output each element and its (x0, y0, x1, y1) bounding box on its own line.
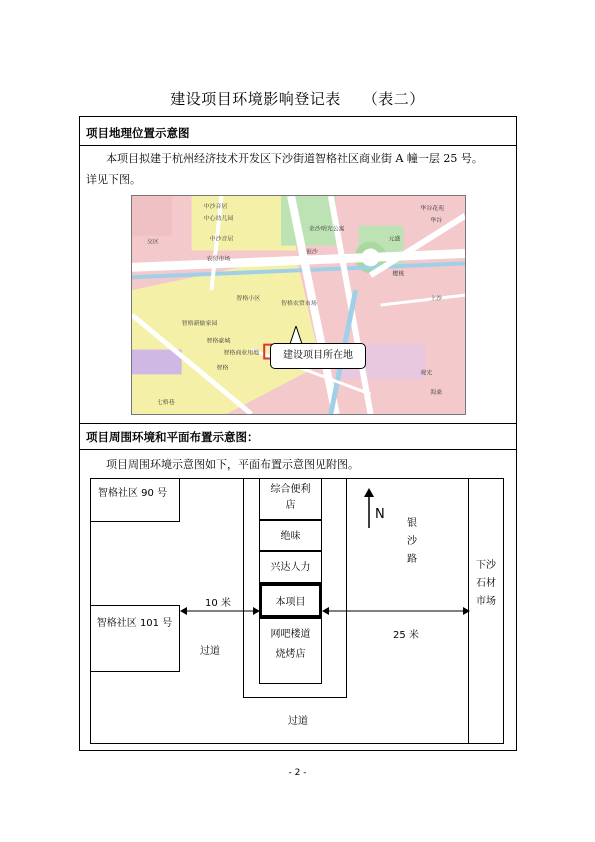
shop-xingda-hr (259, 551, 322, 583)
map-label: 智格新愉家园 (181, 319, 218, 327)
shop-convenience-label-line2: 店 (285, 500, 296, 511)
shop-xingda-label: 兴达人力 (270, 562, 311, 573)
shop-internet-cafe-label: 网吧楼道 (270, 629, 311, 640)
table-subtitle: （表二） (362, 90, 425, 108)
shop-juewei (259, 520, 322, 551)
map-label: 智格 (216, 364, 229, 372)
map-label: 观光 (420, 369, 433, 377)
map-label: 智格农贸市场 (281, 300, 317, 307)
distance-east-label: 25 米 (393, 630, 419, 641)
map-label: 智格商业用地 (223, 349, 260, 357)
distance-west-label: 10 米 (205, 598, 231, 609)
road-label-yinsha (405, 515, 419, 569)
map-label: 海桑 (430, 389, 443, 397)
market-line: 石材 (476, 578, 496, 589)
north-label: N (375, 507, 385, 522)
map-label: 中沙音居 (209, 235, 234, 243)
passage-label-left: 过道 (200, 646, 220, 657)
section1-heading: 项目地理位置示意图 (86, 126, 190, 140)
passage-label-bottom: 过道 (288, 716, 308, 727)
section1-divider (79, 145, 517, 146)
building-zhige-101-label: 智格社区 101 号 (96, 618, 173, 629)
map-graphic (132, 196, 465, 414)
market-line: 市场 (476, 596, 496, 607)
map-label: 上沙 (430, 295, 443, 303)
page-title (0, 88, 595, 109)
map-label: 金沙明光公寓 (308, 225, 345, 233)
section2-heading: 项目周围环境和平面布置示意图： (86, 430, 259, 444)
stone-market (468, 478, 504, 744)
map-label: 农贸市场 (206, 255, 231, 263)
shop-convenience-store (259, 478, 322, 520)
map-label: 中沙音居 (203, 202, 228, 210)
shop-internet-bbq (259, 618, 322, 684)
north-arrow-icon (363, 488, 375, 528)
building-zhige-90-label: 智格社区 90 号 (98, 488, 168, 499)
map-label: 交区 (146, 238, 159, 246)
distance-arrow-east (322, 605, 470, 617)
this-project-unit (259, 583, 322, 618)
map-label: 智格豪城 (206, 337, 231, 345)
this-project-label: 本项目 (275, 597, 306, 608)
map-label: 元盛 (388, 235, 401, 243)
location-text-line1: 本项目拟建于杭州经济技术开发区下沙街道智格社区商业街 A 幢一层 25 号。 (106, 152, 483, 165)
shop-juewei-label: 绝味 (280, 531, 301, 542)
map-label: 中心幼儿园 (203, 214, 234, 222)
table-title: 建设项目环境影响登记表 (170, 90, 341, 108)
surroundings-text: 项目周围环境示意图如下，平面布置示意图见附图。 (106, 458, 359, 471)
stone-market-label (470, 557, 502, 611)
section2-divider (79, 449, 517, 450)
building-zhige-101 (90, 605, 180, 672)
shop-bbq-label: 烧烤店 (275, 649, 306, 660)
location-map (131, 195, 466, 415)
road-char: 银 (407, 518, 417, 529)
map-label: 华谷 (430, 216, 443, 224)
map-label: 七格巷 (156, 399, 175, 407)
section2-divider-top (79, 423, 517, 424)
map-label: 智格小区 (236, 295, 261, 303)
market-line: 下沙 (476, 560, 496, 571)
road-char: 路 (407, 554, 417, 565)
map-label: 樱桃 (392, 270, 405, 278)
building-zhige-90 (90, 478, 180, 522)
shop-convenience-label-line1: 综合便利 (270, 484, 311, 495)
project-location-callout: 建设项目所在地 (270, 343, 366, 369)
road-char: 沙 (407, 536, 417, 547)
location-text-line2: 详见下图。 (86, 173, 141, 186)
map-label: 华谷花苑 (420, 204, 445, 212)
map-label: 银沙 (305, 248, 318, 256)
page-number: - 2 - (288, 768, 307, 778)
